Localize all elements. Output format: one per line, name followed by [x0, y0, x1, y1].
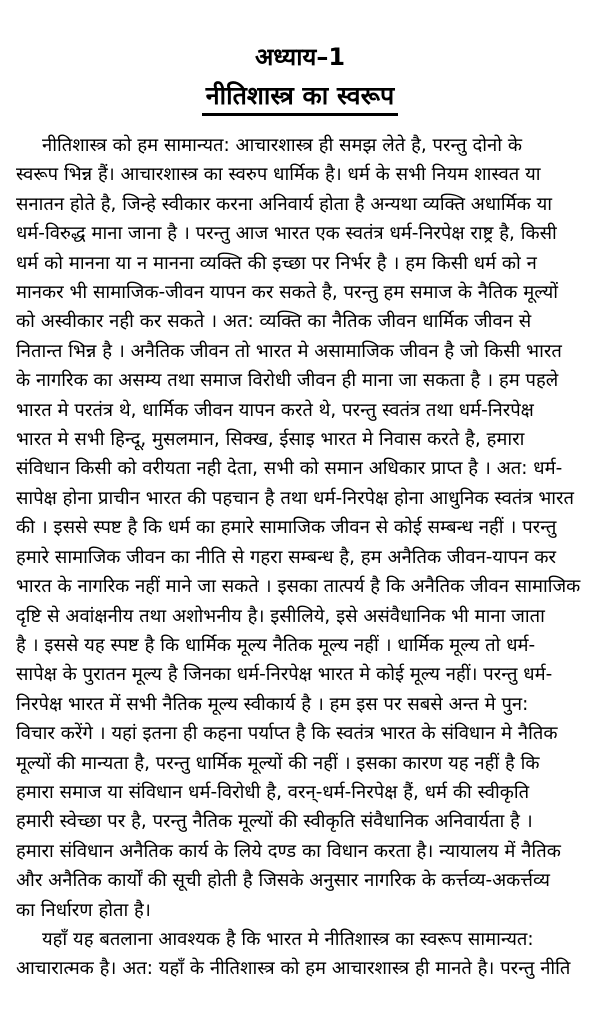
text-line: भारत मे परतंत्र थे, धार्मिक जीवन यापन करते थे, परन्तु स्वतंत्र तथा धर्म-निरपेक्ष — [16, 399, 534, 421]
chapter-title-wrapper — [0, 80, 600, 116]
text-line: सनातन होते है, जिन्हे स्वीकार करना अनिवार्य होता है अन्यथा व्यक्ति अधार्मिक या — [16, 193, 553, 215]
paragraph-2 — [16, 925, 584, 984]
text-line: निरपेक्ष भारत में सभी नैतिक मूल्य स्वीकार्य है । हम इस पर सबसे अन्त मे पुन: — [16, 693, 529, 715]
text-line: और अनैतिक कार्यों की सूची होती है जिसके अनुसार नागरिक के कर्त्तव्य-अकर्त्तव्य — [16, 870, 550, 892]
text-line: भारत के नागरिक नहीं माने जा सकते । इसका तात्पर्य है कि अनैतिक जीवन सामाजिक — [16, 576, 581, 598]
text-line: यहाँ यह बतलाना आवश्यक है कि भारत मे नीतिशास्त्र का स्वरूप सामान्यत: — [42, 928, 534, 950]
text-line: भारत मे सभी हिन्दू, मुसलमान, सिक्ख, ईसाइ भारत मे निवास करते है, हमारा — [16, 429, 525, 451]
chapter-number: अध्याय–1 — [254, 43, 346, 71]
text-line: के नागरिक का असम्य तथा समाज विरोधी जीवन ही माना जा सकता है । हम पहले — [16, 370, 559, 392]
text-line: स्वरूप भिन्न हैं। आचारशास्त्र का स्वरुप धार्मिक है। धर्म के सभी नियम शास्वत या — [16, 164, 541, 186]
text-line: संविधान किसी को वरीयता नही देता, सभी को समान अधिकार प्राप्त है । अत: धर्म- — [16, 458, 563, 480]
text-line: का निर्धारण होता है। — [16, 899, 151, 921]
text-line: हमारा संविधान अनैतिक कार्य के लिये दण्ड का विधान करता है। न्यायालय में नैतिक — [16, 840, 561, 862]
text-line: सापेक्ष होना प्राचीन भारत की पहचान है तथा धर्म-निरपेक्ष होना आधुनिक स्वतंत्र भारत — [16, 487, 575, 509]
text-line: हमारा समाज या संविधान धर्म-विरोधी है, वरन्-धर्म-निरपेक्ष हैं, धर्म की स्वीकृति — [16, 781, 530, 803]
text-line: सापेक्ष के पुरातन मूल्य है जिनका धर्म-निरपेक्ष भारत मे कोई मूल्य नहीं। परन्तु धर्म- — [16, 664, 553, 686]
chapter-title: नीतिशास्त्र का स्वरूप — [202, 80, 398, 116]
body-text — [16, 131, 584, 984]
text-line: दृष्टि से अवांक्षनीय तथा अशोभनीय है। इसीलिये, इसे असंवैधानिक भी माना जाता — [16, 605, 545, 627]
paragraph-1 — [16, 131, 584, 925]
text-line: धर्म-विरुद्ध माना जाना है । परन्तु आज भारत एक स्वतंत्र धर्म-निरपेक्ष राष्ट्र है, किसी — [16, 223, 557, 245]
text-line: हमारे सामाजिक जीवन का नीति से गहरा सम्बन्ध है, हम अनैतिक जीवन-यापन कर — [16, 546, 556, 568]
text-line: नितान्त भिन्न है । अनैतिक जीवन तो भारत मे असामाजिक जीवन है जो किसी भारत — [16, 340, 562, 362]
text-line: धर्म को मानना या न मानना व्यक्ति की इच्छा पर निर्भर है । हम किसी धर्म को न — [16, 252, 537, 274]
text-line: की । इससे स्पष्ट है कि धर्म का हमारे सामाजिक जीवन से कोई सम्बन्ध नहीं । परन्तु — [16, 517, 557, 539]
text-line: नीतिशास्त्र को हम सामान्यत: आचारशास्त्र ही समझ लेते है, परन्तु दोनो के — [42, 135, 522, 156]
text-line: विचार करेंगे । यहां इतना ही कहना पर्याप्त है कि स्वतंत्र भारत के संविधान मे नैतिक — [16, 723, 558, 745]
text-line: हमारी स्वेच्छा पर है, परन्तु नैतिक मूल्यों की स्वीकृति संवैधानिक अनिवार्यता है । — [16, 811, 533, 833]
text-line: मानकर भी सामाजिक-जीवन यापन कर सकते है, परन्तु हम समाज के नैतिक मूल्यों — [16, 282, 559, 304]
text-line: को अस्वीकार नही कर सकते । अत: व्यक्ति का नैतिक जीवन धार्मिक जीवन से — [16, 311, 532, 333]
text-line: है । इससे यह स्पष्ट है कि धार्मिक मूल्य नैतिक मूल्य नहीं । धार्मिक मूल्य तो धर्म- — [16, 634, 536, 656]
text-line: मूल्यों की मान्यता है, परन्तु धार्मिक मूल्यों की नहीं । इसका कारण यह नहीं है कि — [16, 752, 540, 774]
text-line: आचारात्मक है। अत: यहाँ के नीतिशास्त्र को हम आचारशास्त्र ही मानते है। परन्तु नीति — [16, 958, 571, 980]
